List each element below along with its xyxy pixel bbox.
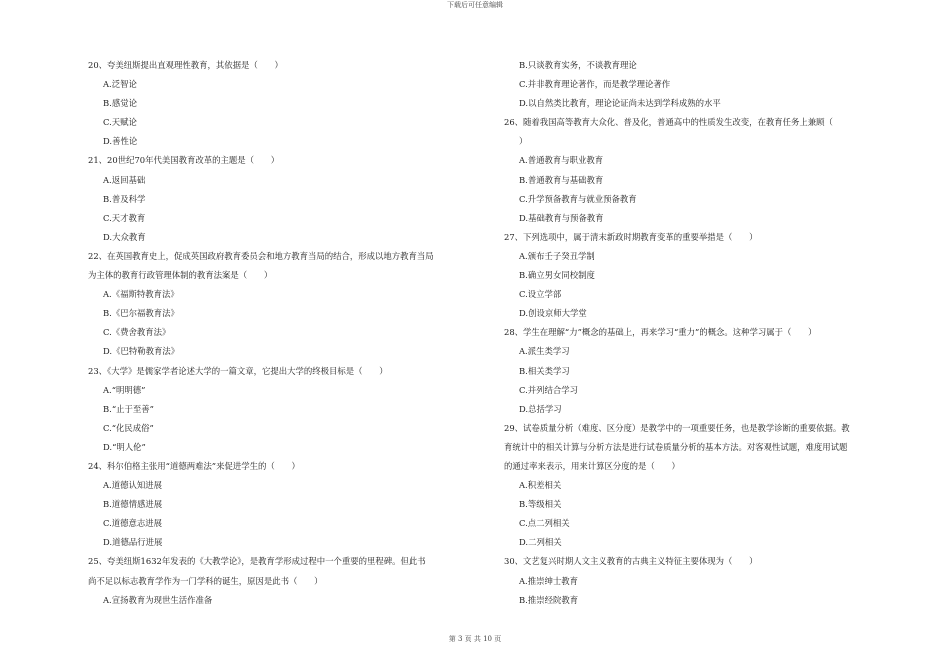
question-26 [504, 113, 914, 228]
question-23 [88, 362, 488, 457]
answer-option: D.《巴特勒教育法》 [103, 346, 180, 357]
answer-option: B.普通教育与基础教育 [519, 174, 604, 185]
question-text: 育统计中的相关计算与分析方法是进行试卷质量分析的基本方法。对客观性试题，难度用试题 [504, 441, 848, 452]
answer-option: D.总括学习 [519, 403, 562, 414]
question-text: 25、夸美纽斯1632年发表的《大教学论》，是教育学形成过程中一个重要的里程碑。但此书 [88, 556, 426, 567]
answer-option: A.派生类学习 [519, 346, 570, 357]
question-28 [504, 323, 914, 418]
answer-option: B.感觉论 [103, 98, 137, 109]
question-text: 为主体的教育行政管理体制的教育法案是（ ） [88, 270, 273, 281]
answer-option: C.设立学部 [519, 289, 562, 300]
answer-option: B.道德情感进展 [103, 499, 163, 510]
answer-option: B.“止于至善” [103, 403, 154, 414]
answer-option: D.善性论 [103, 136, 138, 147]
answer-option: C.“化民成俗” [103, 422, 154, 433]
left-column [88, 56, 488, 610]
answer-option: B.普及科学 [103, 193, 146, 204]
question-text: 28、学生在理解“力”概念的基础上，再来学习“重力”的概念。这种学习属于（ ） [504, 327, 817, 338]
answer-option: C.并非教育理论著作，而是教学理论著作 [519, 79, 671, 90]
answer-option: A.宣扬教育为现世生活作准备 [103, 594, 213, 605]
question-text: 尚不足以标志教育学作为一门学科的诞生，原因是此书（ ） [88, 575, 323, 586]
answer-option: C.并列结合学习 [519, 384, 579, 395]
answer-option: B.等级相关 [519, 499, 562, 510]
question-text: 23、《大学》是儒家学者论述大学的一篇文章，它提出大学的终极目标是（ ） [88, 365, 388, 376]
answer-option: B.相关类学习 [519, 365, 570, 376]
answer-option: A.“明明德” [103, 384, 146, 395]
question-text: 20、夸美纽斯提出直观理性教育，其依据是（ ） [88, 60, 283, 70]
question-20 [88, 56, 488, 151]
question-25 [88, 552, 488, 609]
question-30 [504, 552, 914, 609]
question-text: 30、文艺复兴时期人文主义教育的古典主义特征主要体现为（ ） [504, 556, 758, 567]
answer-option: C.道德意志进展 [103, 518, 163, 529]
answer-option: A.《福斯特教育法》 [103, 289, 179, 300]
answer-option: A.积差相关 [519, 480, 562, 491]
right-column [504, 56, 914, 610]
page-header: 下载后可任意编辑 [447, 1, 503, 9]
question-text: 21、20世纪70年代美国教育改革的主题是（ ） [88, 155, 280, 166]
answer-option: D.创设京师大学堂 [519, 308, 587, 319]
question-text: ） [519, 136, 528, 147]
answer-option: D.“明人伦” [103, 441, 146, 452]
answer-option: A.返回基础 [103, 174, 146, 185]
answer-option: A.道德认知进展 [103, 480, 162, 491]
question-25-cont [504, 56, 914, 113]
answer-option: D.道德品行进展 [103, 537, 163, 548]
question-21 [88, 151, 488, 246]
answer-option: A.颁布壬子癸丑学制 [519, 250, 595, 261]
question-text: 27、下列选项中，属于清末新政时期教育变革的重要举措是（ ） [504, 231, 758, 242]
answer-option: B.只谈教育实务，不谈教育理论 [519, 60, 637, 70]
answer-option: D.大众教育 [103, 231, 146, 242]
question-22 [88, 247, 488, 362]
answer-option: D.基础教育与预备教育 [519, 212, 604, 223]
question-27 [504, 228, 914, 323]
answer-option: B.确立男女同校制度 [519, 270, 595, 281]
answer-option: D.以自然类比教育，理论论证尚未达到学科成熟的水平 [519, 98, 721, 109]
answer-option: B.《巴尔福教育法》 [103, 308, 179, 319]
question-text: 24、科尔伯格主张用“道德两难法”来促进学生的（ ） [88, 460, 300, 471]
answer-option: C.点二列相关 [519, 518, 570, 529]
question-text: 29、试卷质量分析（难度、区分度）是教学中的一项重要任务，也是教学诊断的重要依据。教 [504, 422, 850, 433]
question-text: 26、随着我国高等教育大众化、普及化，普通高中的性质发生改变，在教育任务上兼顾（ [504, 117, 833, 128]
question-text: 的通过率来表示，用来计算区分度的是（ ） [504, 460, 680, 471]
answer-option: A.泛智论 [103, 79, 137, 90]
question-text: 22、在英国教育史上，促成英国政府教育委员会和地方教育当局的结合，形成以地方教育当局 [88, 250, 434, 261]
answer-option: C.天才教育 [103, 212, 146, 223]
answer-option: C.天赋论 [103, 117, 137, 128]
answer-option: C.升学预备教育与就业预备教育 [519, 193, 637, 204]
question-24 [88, 457, 488, 552]
answer-option: D.二列相关 [519, 537, 562, 548]
answer-option: B.推崇经院教育 [519, 594, 579, 605]
answer-option: A.推崇绅士教育 [519, 575, 578, 586]
question-29 [504, 419, 914, 553]
page-footer: 第 3 页 共 10 页 [448, 635, 502, 643]
answer-option: C.《费舍教育法》 [103, 327, 171, 338]
answer-option: A.普通教育与职业教育 [519, 155, 604, 166]
